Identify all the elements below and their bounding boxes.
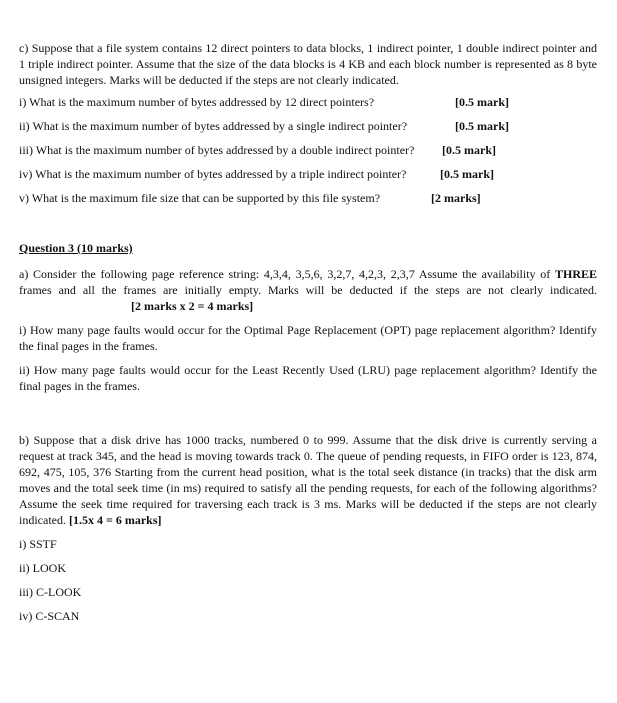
question-3a-ii: ii) How many page faults would occur for the Least Recently Used (LRU) page replacement algorithm? Identify the final pages in the frames. xyxy=(19,363,597,393)
part-c-question-4 xyxy=(19,166,597,182)
part-c-question-1 xyxy=(19,94,597,110)
list-item-c-look: iii) C-LOOK xyxy=(19,585,82,599)
question-3b-marks: [1.5x 4 = 6 marks] xyxy=(68,513,162,527)
question-mark: [0.5 mark] xyxy=(455,119,509,133)
question-mark: [0.5 mark] xyxy=(442,143,496,157)
document-page xyxy=(19,40,597,624)
question-3a-intro: a) Consider the following page reference string: 4,3,4, 3,5,6, 3,2,7, 4,2,3, 2,3,7 Assume the availability of THREE frames and all the frames are initially empty. Marks will be deducted if the steps are not clearly indicated.[2 marks x 2 = 4 marks] xyxy=(19,267,597,313)
list-item-sstf: i) SSTF xyxy=(19,537,57,551)
question-text: i) What is the maximum number of bytes addressed by 12 direct pointers? xyxy=(19,95,375,109)
question-3-heading: Question 3 (10 marks) xyxy=(19,241,133,255)
question-mark: [2 marks] xyxy=(431,191,481,205)
question-mark: [0.5 mark] xyxy=(455,95,509,109)
question-text: iii) What is the maximum number of bytes addressed by a double indirect pointer? xyxy=(19,143,415,157)
part-c-question-3 xyxy=(19,142,597,158)
three-frames-emphasis: THREE xyxy=(554,267,597,281)
question-text: ii) What is the maximum number of bytes addressed by a single indirect pointer? xyxy=(19,119,408,133)
question-3b-text: b) Suppose that a disk drive has 1000 tracks, numbered 0 to 999. Assume that the disk drive is currently serving a request at track 345, and the head is moving towards track 0. The queue of pending requests, in FIFO order is 123, 874, 692, 475, 105, 376 Starting from the current head position, what is the total seek distance (in tracks) that the disk arm moves and the total seek time (in ms) required to satisfy all the pending requests, for each of the following algorithms? Assume the seek time required for traversing each track is 3 ms. Marks will be deducted if the steps are not clearly indicated. [1.5x 4 = 6 marks] xyxy=(19,433,597,527)
question-text: iv) What is the maximum number of bytes addressed by a triple indirect pointer? xyxy=(19,167,407,181)
question-3a-i: i) How many page faults would occur for the Optimal Page Replacement (OPT) page replacement algorithm? Identify the final pages in the frames. xyxy=(19,323,597,353)
list-item-look: ii) LOOK xyxy=(19,561,66,575)
question-3a-marks: [2 marks x 2 = 4 marks] xyxy=(131,299,254,313)
part-c-question-2 xyxy=(19,118,597,134)
part-c-intro: c) Suppose that a file system contains 12 direct pointers to data blocks, 1 indirect pointer, 1 double indirect pointer and 1 triple indirect pointer. Assume that the size of the data blocks is 4 KB and each block number is represented as 8 byte unsigned integers. Marks will be deducted if the steps are not clearly indicated. xyxy=(19,41,597,87)
question-mark: [0.5 mark] xyxy=(440,167,494,181)
question-text: v) What is the maximum file size that can be supported by this file system? xyxy=(19,191,381,205)
list-item-c-scan: iv) C-SCAN xyxy=(19,609,80,623)
part-c-question-5 xyxy=(19,190,597,206)
